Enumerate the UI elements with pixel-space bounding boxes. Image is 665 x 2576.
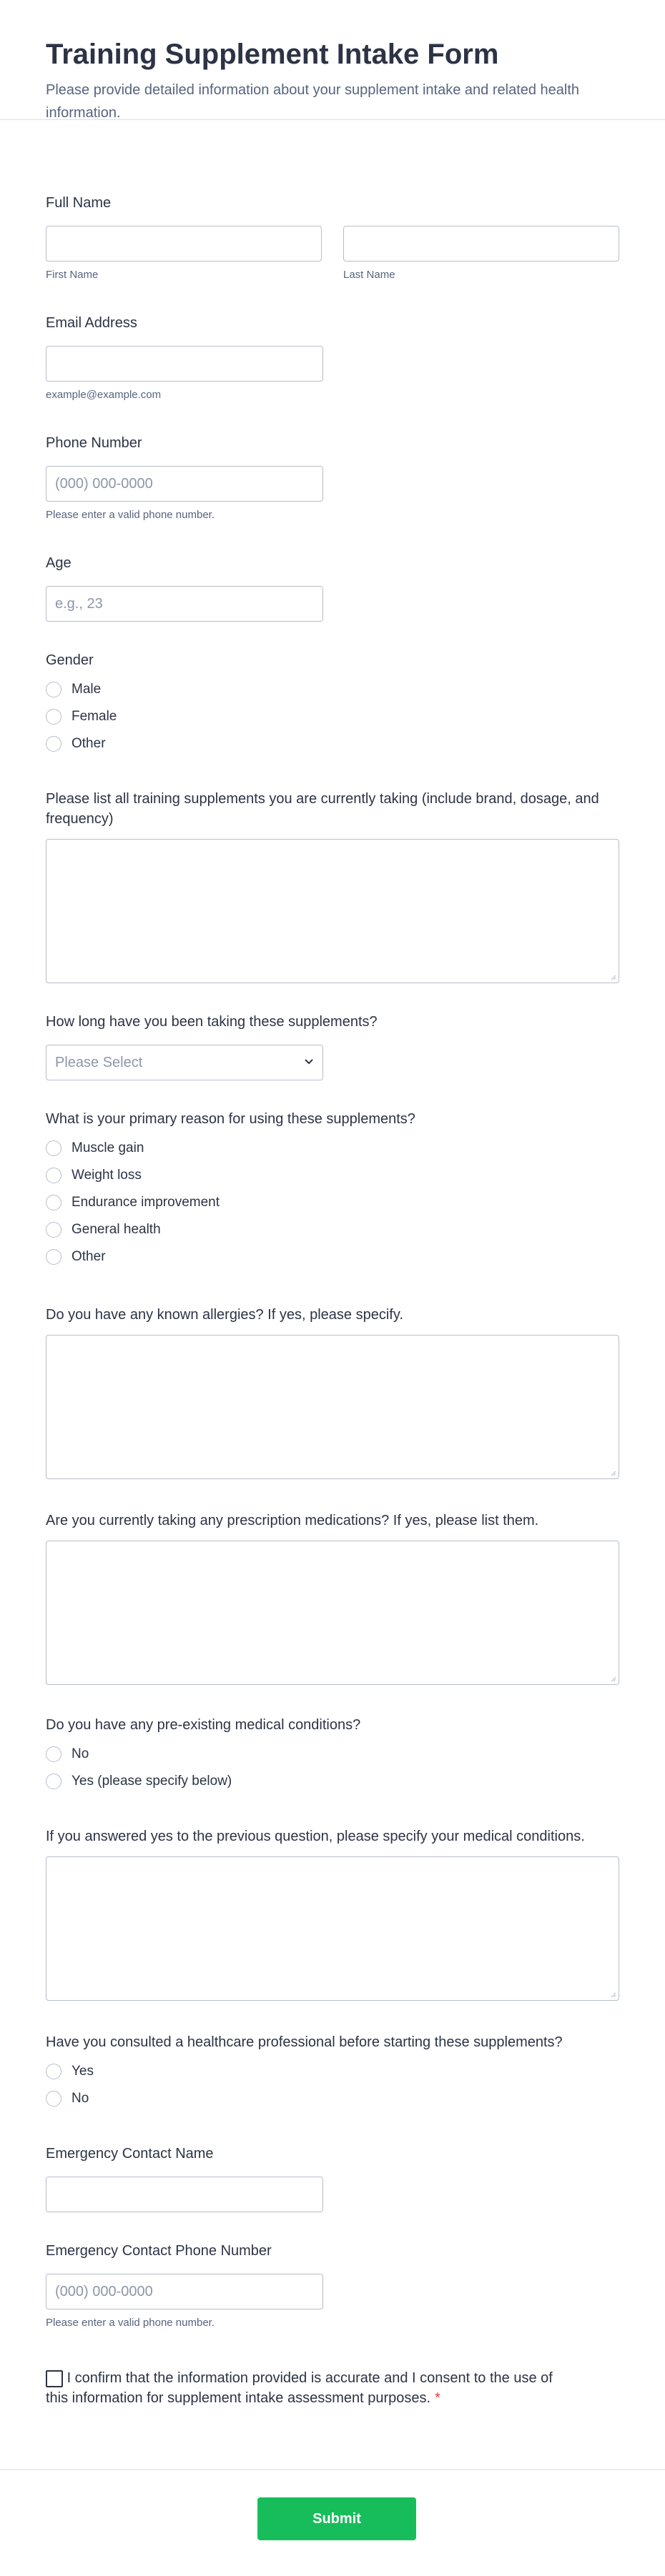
- gender-option-other[interactable]: Other: [46, 730, 619, 757]
- supplements-label: Please list all training supplements you are currently taking (include brand, dosage, and frequency): [46, 791, 599, 827]
- chevron-down-icon: [304, 1058, 314, 1065]
- allergies-section: [46, 1305, 619, 1479]
- radio-circle[interactable]: [46, 1195, 61, 1210]
- duration-label: How long have you been taking these supplements?: [46, 1014, 378, 1030]
- radio-circle[interactable]: [46, 1140, 61, 1156]
- full-name-section: [46, 193, 619, 281]
- last-name-sublabel: Last Name: [343, 269, 395, 281]
- consulted-section: [46, 2032, 619, 2112]
- reason-option-weight-loss[interactable]: Weight loss: [46, 1162, 619, 1189]
- resize-handle-icon[interactable]: [609, 973, 616, 980]
- age-input[interactable]: e.g., 23: [46, 586, 323, 622]
- required-mark: *: [435, 2390, 440, 2406]
- medications-section: [46, 1511, 619, 1685]
- conditions-option-yes[interactable]: Yes (please specify below): [46, 1768, 619, 1795]
- resize-handle-icon[interactable]: [609, 1675, 616, 1682]
- gender-option-female[interactable]: Female: [46, 703, 619, 730]
- resize-handle-icon[interactable]: [609, 1469, 616, 1476]
- conditions-detail-textarea[interactable]: [46, 1856, 619, 2001]
- gender-section: [46, 650, 619, 757]
- medications-textarea[interactable]: [46, 1541, 619, 1685]
- first-name-sublabel: First Name: [46, 269, 99, 281]
- consulted-option-yes[interactable]: Yes: [46, 2058, 619, 2085]
- radio-circle[interactable]: [46, 2064, 61, 2079]
- radio-circle[interactable]: [46, 736, 61, 752]
- resize-handle-icon[interactable]: [609, 1991, 616, 1998]
- emergency-phone-input[interactable]: (000) 000-0000: [46, 2274, 323, 2309]
- page-title: Training Supplement Intake Form: [46, 39, 499, 70]
- consulted-option-no[interactable]: No: [46, 2085, 619, 2112]
- reason-option-general-health[interactable]: General health: [46, 1216, 619, 1243]
- emergency-phone-section: [46, 2241, 619, 2329]
- phone-sublabel: Please enter a valid phone number.: [46, 509, 215, 521]
- consent-checkbox[interactable]: [46, 2370, 63, 2387]
- consulted-label: Have you consulted a healthcare professional before starting these supplements?: [46, 2034, 563, 2050]
- radio-circle[interactable]: [46, 2091, 61, 2107]
- full-name-label: Full Name: [46, 195, 112, 211]
- gender-option-male[interactable]: Male: [46, 676, 619, 703]
- phone-label: Phone Number: [46, 435, 142, 451]
- form-footer: [0, 2470, 665, 2576]
- radio-circle[interactable]: [46, 709, 61, 725]
- emergency-phone-sublabel: Please enter a valid phone number.: [46, 2317, 215, 2329]
- radio-circle[interactable]: [46, 1249, 61, 1265]
- email-input[interactable]: [46, 346, 323, 382]
- duration-select[interactable]: [46, 1045, 323, 1080]
- emergency-name-section: [46, 2144, 619, 2212]
- reason-option-other[interactable]: Other: [46, 1243, 619, 1270]
- emergency-name-input[interactable]: [46, 2177, 323, 2212]
- radio-circle[interactable]: [46, 1222, 61, 1238]
- conditions-option-no[interactable]: No: [46, 1741, 619, 1768]
- age-section: [46, 553, 619, 622]
- last-name-input[interactable]: [343, 226, 619, 262]
- conditions-section: [46, 1715, 619, 1795]
- duration-select-value: Please Select: [55, 1055, 143, 1070]
- radio-circle[interactable]: [46, 1168, 61, 1183]
- conditions-detail-section: [46, 1826, 619, 2001]
- email-section: [46, 313, 619, 401]
- duration-section: [46, 1012, 619, 1080]
- emergency-name-label: Emergency Contact Name: [46, 2146, 214, 2162]
- phone-section: [46, 433, 619, 521]
- medications-label: Are you currently taking any prescription medications? If yes, please list them.: [46, 1513, 539, 1528]
- gender-label: Gender: [46, 652, 94, 668]
- allergies-label: Do you have any known allergies? If yes, please specify.: [46, 1307, 403, 1323]
- consent-section: [46, 2368, 561, 2408]
- form-header: [0, 0, 665, 120]
- age-label: Age: [46, 555, 72, 571]
- email-sublabel: example@example.com: [46, 389, 162, 401]
- reason-label: What is your primary reason for using these supplements?: [46, 1111, 415, 1127]
- supplements-textarea[interactable]: [46, 839, 619, 983]
- submit-button[interactable]: Submit: [257, 2497, 416, 2540]
- radio-circle[interactable]: [46, 1774, 61, 1789]
- phone-input[interactable]: (000) 000-0000: [46, 466, 323, 502]
- reason-option-endurance[interactable]: Endurance improvement: [46, 1189, 619, 1216]
- reason-option-muscle-gain[interactable]: Muscle gain: [46, 1135, 619, 1162]
- conditions-label: Do you have any pre-existing medical conditions?: [46, 1717, 361, 1733]
- radio-circle[interactable]: [46, 682, 61, 697]
- reason-section: [46, 1109, 619, 1270]
- first-name-input[interactable]: [46, 226, 322, 262]
- allergies-textarea[interactable]: [46, 1335, 619, 1479]
- supplements-section: [46, 789, 619, 983]
- emergency-phone-label: Emergency Contact Phone Number: [46, 2243, 272, 2259]
- consent-label: I confirm that the information provided is accurate and I consent to the use of this information for supplement intake assessment purposes.: [46, 2370, 553, 2406]
- radio-circle[interactable]: [46, 1746, 61, 1762]
- page-subtitle: Please provide detailed information about your supplement intake and related health information.: [46, 82, 580, 121]
- email-label: Email Address: [46, 315, 137, 331]
- conditions-detail-label: If you answered yes to the previous question, please specify your medical conditions.: [46, 1829, 585, 1844]
